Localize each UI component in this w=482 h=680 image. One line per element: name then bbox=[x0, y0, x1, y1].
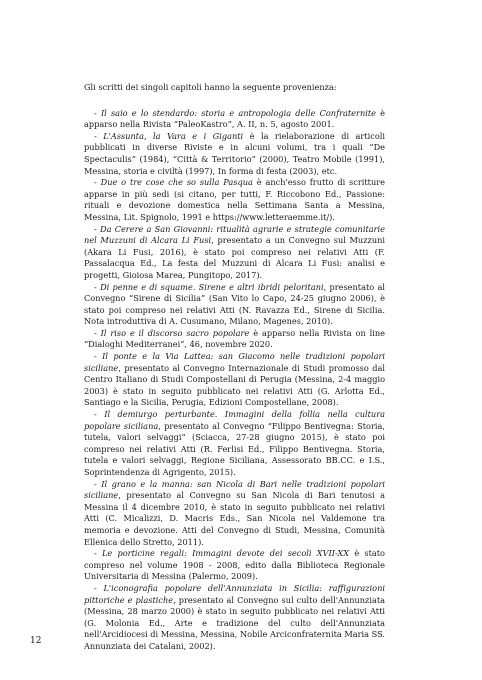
entry-title: Da Cerere a San Giovanni: ritualità agrarie e strategie comunitarie nel Muzzuni di Alcara Li Fusi bbox=[84, 223, 386, 246]
entry-title: Il grano e la manna: san Nicola di Bari nelle tradizioni popolari siciliane bbox=[84, 478, 385, 501]
entry-body: è apparso nella Rivista on line “Dialoghi Mediterranei”, 46, novembre 2020. bbox=[84, 327, 385, 350]
entry-body: , presentato al Convegno Internazionale di Studi promosso dal Centro Italiano di Studi Compostellani di Perugia (Messina, 2-4 maggio 2003) è stato in seguito pubblicato nei relativi Atti (G. Arlotta Ed., Santiago e la Sicilia, Perugia, Edizioni Compostellane, 2008). bbox=[84, 362, 385, 408]
entry-title: Le porticine regali: Immagini devote dei secoli XVII-XX bbox=[102, 548, 350, 559]
page-body bbox=[84, 82, 385, 653]
entry-body: è anch'esso frutto di scritture apparse in più sedi (si citano, per tutti, F. Riccobono Ed., Passione: rituali e devozione domestica nella Settimana Santa a Messina, Messina, Lit. Spignolo, 1991 e https://www.letteraemme.it/). bbox=[84, 177, 385, 222]
entry-body: è la rielaborazione di articoli pubblicati in diverse Riviste e in alcuni volumi, tra i quali “De Spectaculis” (1984), “Città & Territorio” (2000), Teatro Mobile (1991), Messina, storia e civiltà (1997), In forma di festa (2003), etc. bbox=[84, 130, 385, 176]
source-entry: - Il saio e lo stendardo: storia e antropologia delle Confraternite è apparso nella Rivista “PaleoKastro”, A. II, n. 5, agosto 2001. bbox=[84, 107, 386, 130]
entry-body: , presentato al Convegno su San Nicola di Bari tenutosi a Messina il 4 dicembre 2010, è stato in seguito pubblicato nei relativi Atti (C. Micalizzi, D. Macris Eds., San Nicola nel Valdemone tra memoria e devozione. Atti del Convegno di Studi, Messina, Comunità Ellenica dello Stretto, 2011). bbox=[84, 490, 385, 547]
entry-body: è stato compreso nel volume 1908 - 2008, edito dalla Biblioteca Regionale Universitaria di Messina (Palermo, 2009). bbox=[84, 548, 385, 582]
source-entry: - Da Cerere a San Giovanni: ritualità agrarie e strategie comunitarie nel Muzzuni di Alcara Li Fusi, presentato a un Convegno sul Muzzuni (Akara Li Fusi, 2016), è stato poi compreso nei relativi Atti (F. Passalacqua Ed., La festa del Muzzuni di Alcara Li Fusi: analisi e progetti, Gioiosa Marea, Pungitopo, 2017). bbox=[84, 223, 386, 280]
entry-title: Il riso e il discorso sacro popolare bbox=[100, 327, 250, 338]
entry-body: , presentato al Convegno sul culto dell'Annunziata (Messina, 28 marzo 2000) è stato in seguito pubblicato nei relativi Atti (G. Molonia Ed., Arte e tradizione del culto dell'Annunziata nell'Arcidiocesi di Messina, Messina, Nobile Arciconfraternita Maria SS. Annunziata dei Catalani, 2002). bbox=[84, 594, 386, 651]
source-entry: - Il ponte e la Via Lattea: san Giacomo nelle tradizioni popolari siciliane, presentato al Convegno Internazionale di Studi promosso dal Centro Italiano di Studi Compostellani di Perugia (Messina, 2-4 maggio 2003) è stato in seguito pubblicato nei relativi Atti (G. Arlotta Ed., Santiago e la Sicilia, Perugia, Edizioni Compostellane, 2008). bbox=[84, 351, 385, 408]
source-entry: - Di penne e di squame. Sirene e altri ibridi peloritani, presentato al Convegno “Sirene di Sicilia” (San Vito lo Capo, 24-25 giugno 2006), è stato poi compreso nei relativi Atti (N. Ravazza Ed., Sirene di Sicilia. Nota introduttiva di A. Cusumano, Milano, Magenes, 2010). bbox=[84, 281, 385, 327]
entry-body: , presentato a un Convegno sul Muzzuni (Akara Li Fusi, 2016), è stato poi compreso nei relativi Atti (F. Passalacqua Ed., La festa del Muzzuni di Alcara Li Fusi: analisi e progetti, Gioiosa Marea, Pungitopo, 2017). bbox=[84, 235, 385, 280]
entry-title: Il saio e lo stendardo: storia e antropologia delle Confraternite bbox=[100, 107, 376, 118]
entry-title: Di penne e di squame. Sirene e altri ibridi peloritani bbox=[100, 281, 324, 292]
page-number: 12 bbox=[30, 636, 42, 646]
source-entry: - Due o tre cose che so sulla Pasqua è anch'esso frutto di scritture apparse in più sedi (si citano, per tutti, F. Riccobono Ed., Passione: rituali e devozione domestica nella Settimana Santa a Messina, Messina, Lit. Spignolo, 1991 e https://www.letteraemme.it/). bbox=[84, 177, 385, 222]
entry-title: L'Assunta, la Vara e i Giganti bbox=[103, 130, 244, 141]
entry-body: è apparso nella Rivista “PaleoKastro”, A. II, n. 5, agosto 2001. bbox=[84, 107, 386, 130]
entry-title: Il ponte e la Via Lattea: san Giacomo nelle tradizioni popolari siciliane bbox=[84, 351, 385, 373]
entry-title: Il demiurgo perturbante. Immagini della follia nella cultura popolare siciliana bbox=[84, 409, 385, 431]
source-entry: - Il grano e la manna: san Nicola di Bari nelle tradizioni popolari siciliane, presentato al Convegno su San Nicola di Bari tenutosi a Messina il 4 dicembre 2010, è stato in seguito pubblicato nei relativi Atti (C. Micalizzi, D. Macris Eds., San Nicola nel Valdemone tra memoria e devozione. Atti del Convegno di Studi, Messina, Comunità Ellenica dello Stretto, 2011). bbox=[84, 478, 385, 547]
source-entry: - Il demiurgo perturbante. Immagini della follia nella cultura popolare siciliana, presentato al Convegno “Filippo Bentivegna: Storia, tutela, valori selvaggi” (Sciacca, 27-28 giugno 2015), è stato poi compreso nei relativi Atti (R. Ferlisi Ed., Filippo Bentivegna. Storia, tutela e valori selvaggi, Regione Siciliana, Assessorato BB.CC. e I.S., Soprintendenza di Agrigento, 2015). bbox=[84, 409, 385, 477]
intro-line: Gli scritti dei singoli capitoli hanno la seguente provenienza: bbox=[84, 82, 337, 92]
source-entry: - L'Assunta, la Vara e i Giganti è la rielaborazione di articoli pubblicati in diverse Riviste e in alcuni volumi, tra i quali “De Spectaculis” (1984), “Città & Territorio” (2000), Teatro Mobile (1991), Messina, storia e civiltà (1997), In forma di festa (2003), etc. bbox=[84, 130, 385, 176]
entry-body: , presentato al Convegno “Sirene di Sicilia” (San Vito lo Capo, 24-25 giugno 2006), è stato poi compreso nei relativi Atti (N. Ravazza Ed., Sirene di Sicilia. Nota introduttiva di A. Cusumano, Milano, Magenes, 2010). bbox=[84, 281, 385, 327]
entry-body: , presentato al Convegno “Filippo Bentivegna: Storia, tutela, valori selvaggi” (Sciacca, 27-28 giugno 2015), è stato poi compreso nei relativi Atti (R. Ferlisi Ed., Filippo Bentivegna. Storia, tutela e valori selvaggi, Regione Siciliana, Assessorato BB.CC. e I.S., Soprintendenza di Agrigento, 2015). bbox=[84, 420, 385, 477]
source-entry: - Il riso e il discorso sacro popolare è apparso nella Rivista on line “Dialoghi Mediterranei”, 46, novembre 2020. bbox=[84, 327, 385, 350]
source-entry: - Le porticine regali: Immagini devote dei secoli XVII-XX è stato compreso nel volume 1908 - 2008, edito dalla Biblioteca Regionale Universitaria di Messina (Palermo, 2009). bbox=[84, 548, 385, 582]
source-entry: - L'iconografia popolare dell'Annunziata in Sicilia: raffigurazioni pittoriche e plastiche, presentato al Convegno sul culto dell'Annunziata (Messina, 28 marzo 2000) è stato in seguito pubblicato nei relativi Atti (G. Molonia Ed., Arte e tradizione del culto dell'Annunziata nell'Arcidiocesi di Messina, Messina, Nobile Arciconfraternita Maria SS. Annunziata dei Catalani, 2002). bbox=[84, 582, 386, 651]
entry-title: L'iconografia popolare dell'Annunziata in Sicilia: raffigurazioni pittoriche e plastiche bbox=[84, 582, 385, 605]
entry-title: Due o tre cose che so sulla Pasqua bbox=[100, 177, 253, 188]
